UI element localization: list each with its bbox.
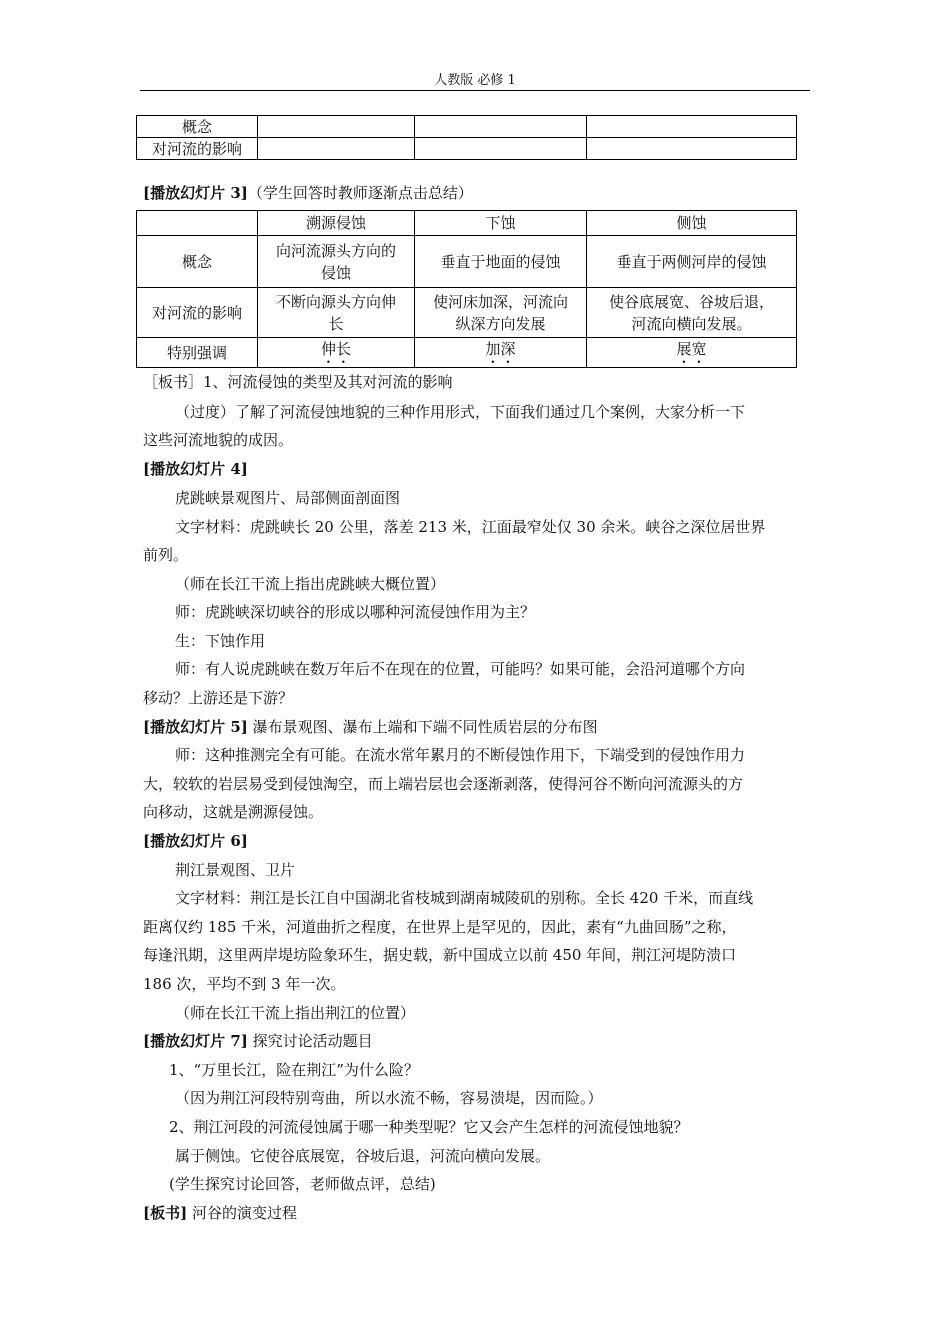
- table-row: [137, 288, 797, 338]
- paragraph-line: （师在长江干流上指出虎跳峡大概位置）: [175, 575, 446, 593]
- row-label: 概念: [137, 236, 258, 288]
- board-note: 河谷的演变过程: [191, 1204, 297, 1222]
- table-cell: [258, 138, 415, 160]
- header-rule: [140, 90, 810, 91]
- paragraph-line: 距离仅约 185 千米，河道曲折之程度，在世界上是罕见的，因此，素有“九曲回肠”之称，: [143, 918, 737, 936]
- paragraph-line: （过度）了解了河流侵蚀地貌的三种作用形式，下面我们通过几个案例，大家分析一下: [175, 403, 746, 421]
- slide-tag: [播放幻灯片 5]: [143, 718, 248, 736]
- paragraph-line: 每逢汛期，这里两岸堤坊险象环生，据史载，新中国成立以前 450 年间，荆江河堤防溃口: [143, 946, 737, 964]
- paragraph-line: 大，较软的岩层易受到侵蚀淘空，而上端岩层也会逐渐剥落，使得河谷不断向河流源头的方: [143, 775, 744, 793]
- table-header-cell: [137, 211, 258, 236]
- table-header-cell: 侧蚀: [587, 211, 797, 236]
- table-cell: 对河流的影响: [137, 138, 258, 160]
- question-line: 1、“万里长江，险在荆江”为什么险？: [169, 1061, 419, 1079]
- slide-note: （学生回答时教师逐渐点击总结）: [247, 184, 473, 202]
- paragraph-line: 师：虎跳峡深切峡谷的形成以哪种河流侵蚀作用为主？: [175, 603, 536, 621]
- cell-line: 向河流源头方向的: [275, 241, 396, 260]
- table-row: [137, 236, 797, 288]
- table-cell: [415, 116, 587, 138]
- paragraph-line: 荆江景观图、卫片: [175, 861, 296, 879]
- table-header-cell: 下蚀: [415, 211, 587, 236]
- table-cell: [258, 288, 415, 338]
- paragraph-line: 前列。: [143, 546, 189, 564]
- table-cell: 加深: [415, 338, 587, 368]
- slide5-line: [143, 716, 813, 738]
- slide7-line: [143, 1030, 813, 1052]
- table-cell: 伸长: [258, 338, 415, 368]
- slide3-line: [143, 182, 813, 204]
- paragraph-line: (学生探究讨论回答，老师做点评，总结): [169, 1175, 436, 1193]
- cell-line: 河流向横向发展。: [631, 314, 752, 333]
- table-cell: [587, 138, 797, 160]
- table-row: [137, 116, 797, 138]
- table-cell: [258, 116, 415, 138]
- row-label: 特别强调: [137, 338, 258, 368]
- paragraph-line: 师：有人说虎跳峡在数万年后不在现在的位置，可能吗？如果可能，会沿河道哪个方向: [175, 660, 746, 678]
- cell-line: 不断向源头方向伸: [275, 292, 396, 311]
- slide-tag: [播放幻灯片 3]: [143, 184, 248, 202]
- slide-tag: [播放幻灯片 7]: [143, 1032, 248, 1050]
- table-header-row: [137, 211, 797, 236]
- paragraph-line: （师在长江干流上指出荆江的位置）: [175, 1004, 416, 1022]
- paragraph-line: 文字材料：虎跳峡长 20 公里，落差 213 米，江面最窄处仅 30 余米。峡谷之深位居世界: [175, 518, 766, 536]
- table-cell: [587, 116, 797, 138]
- erosion-summary-table: [136, 210, 797, 368]
- board-tag: [板书]: [143, 1204, 188, 1222]
- table-header-cell: 溯源侵蚀: [258, 211, 415, 236]
- paragraph-line: 移动？上游还是下游？: [143, 689, 294, 707]
- paragraph-line: 师：这种推测完全有可能。在流水常年累月的不断侵蚀作用下，下端受到的侵蚀作用力: [175, 746, 746, 764]
- cell-line: 长: [328, 314, 344, 333]
- table-cell: [415, 288, 587, 338]
- cell-line: 使谷底展宽、谷坡后退，: [608, 292, 774, 311]
- question-line: 2、荆江河段的河流侵蚀属于哪一种类型呢？它又会产生怎样的河流侵蚀地貌？: [169, 1118, 689, 1136]
- slide-tag: [播放幻灯片 4]: [143, 460, 248, 478]
- paragraph-line: 186 次，平均不到 3 年一次。: [143, 975, 346, 993]
- table-cell: 垂直于两侧河岸的侵蚀: [587, 236, 797, 288]
- table-cell: [587, 288, 797, 338]
- paragraph-line: 文字材料：荆江是长江自中国湖北省枝城到湖南城陵矶的别称。全长 420 千米，而直线: [175, 889, 754, 907]
- paragraph-line: 生：下蚀作用: [175, 632, 266, 650]
- answer-line: （因为荆江河段特别弯曲，所以水流不畅，容易溃堤，因而险。）: [175, 1089, 603, 1107]
- slide-note: 瀑布景观图、瀑布上端和下端不同性质岩层的分布图: [252, 718, 598, 736]
- board-note-line: [143, 1202, 813, 1224]
- paragraph-line: 虎跳峡景观图片、局部侧面剖面图: [175, 489, 401, 507]
- concept-table-empty: [136, 115, 797, 160]
- table-row: [137, 138, 797, 160]
- cell-line: 使河床加深，河流向: [432, 292, 568, 311]
- cell-line: 纵深方向发展: [455, 314, 546, 333]
- slide-tag: [播放幻灯片 6]: [143, 832, 248, 850]
- table-cell: 垂直于地面的侵蚀: [415, 236, 587, 288]
- slide-note: 探究讨论活动题目: [252, 1032, 373, 1050]
- table-cell: [258, 236, 415, 288]
- page-header: 人教版 必修 1: [434, 73, 516, 88]
- answer-line: 属于侧蚀。它使谷底展宽，谷坡后退，河流向横向发展。: [175, 1147, 551, 1165]
- cell-line: 侵蚀: [320, 263, 351, 282]
- table-row: [137, 338, 797, 368]
- table-cell: 概念: [137, 116, 258, 138]
- board-note: ［板书］1、河流侵蚀的类型及其对河流的影响: [143, 373, 453, 391]
- table-cell: [415, 138, 587, 160]
- table-cell: 展宽: [587, 338, 797, 368]
- row-label: 对河流的影响: [137, 288, 258, 338]
- paragraph-line: 向移动，这就是溯源侵蚀。: [143, 803, 324, 821]
- paragraph-line: 这些河流地貌的成因。: [143, 431, 294, 449]
